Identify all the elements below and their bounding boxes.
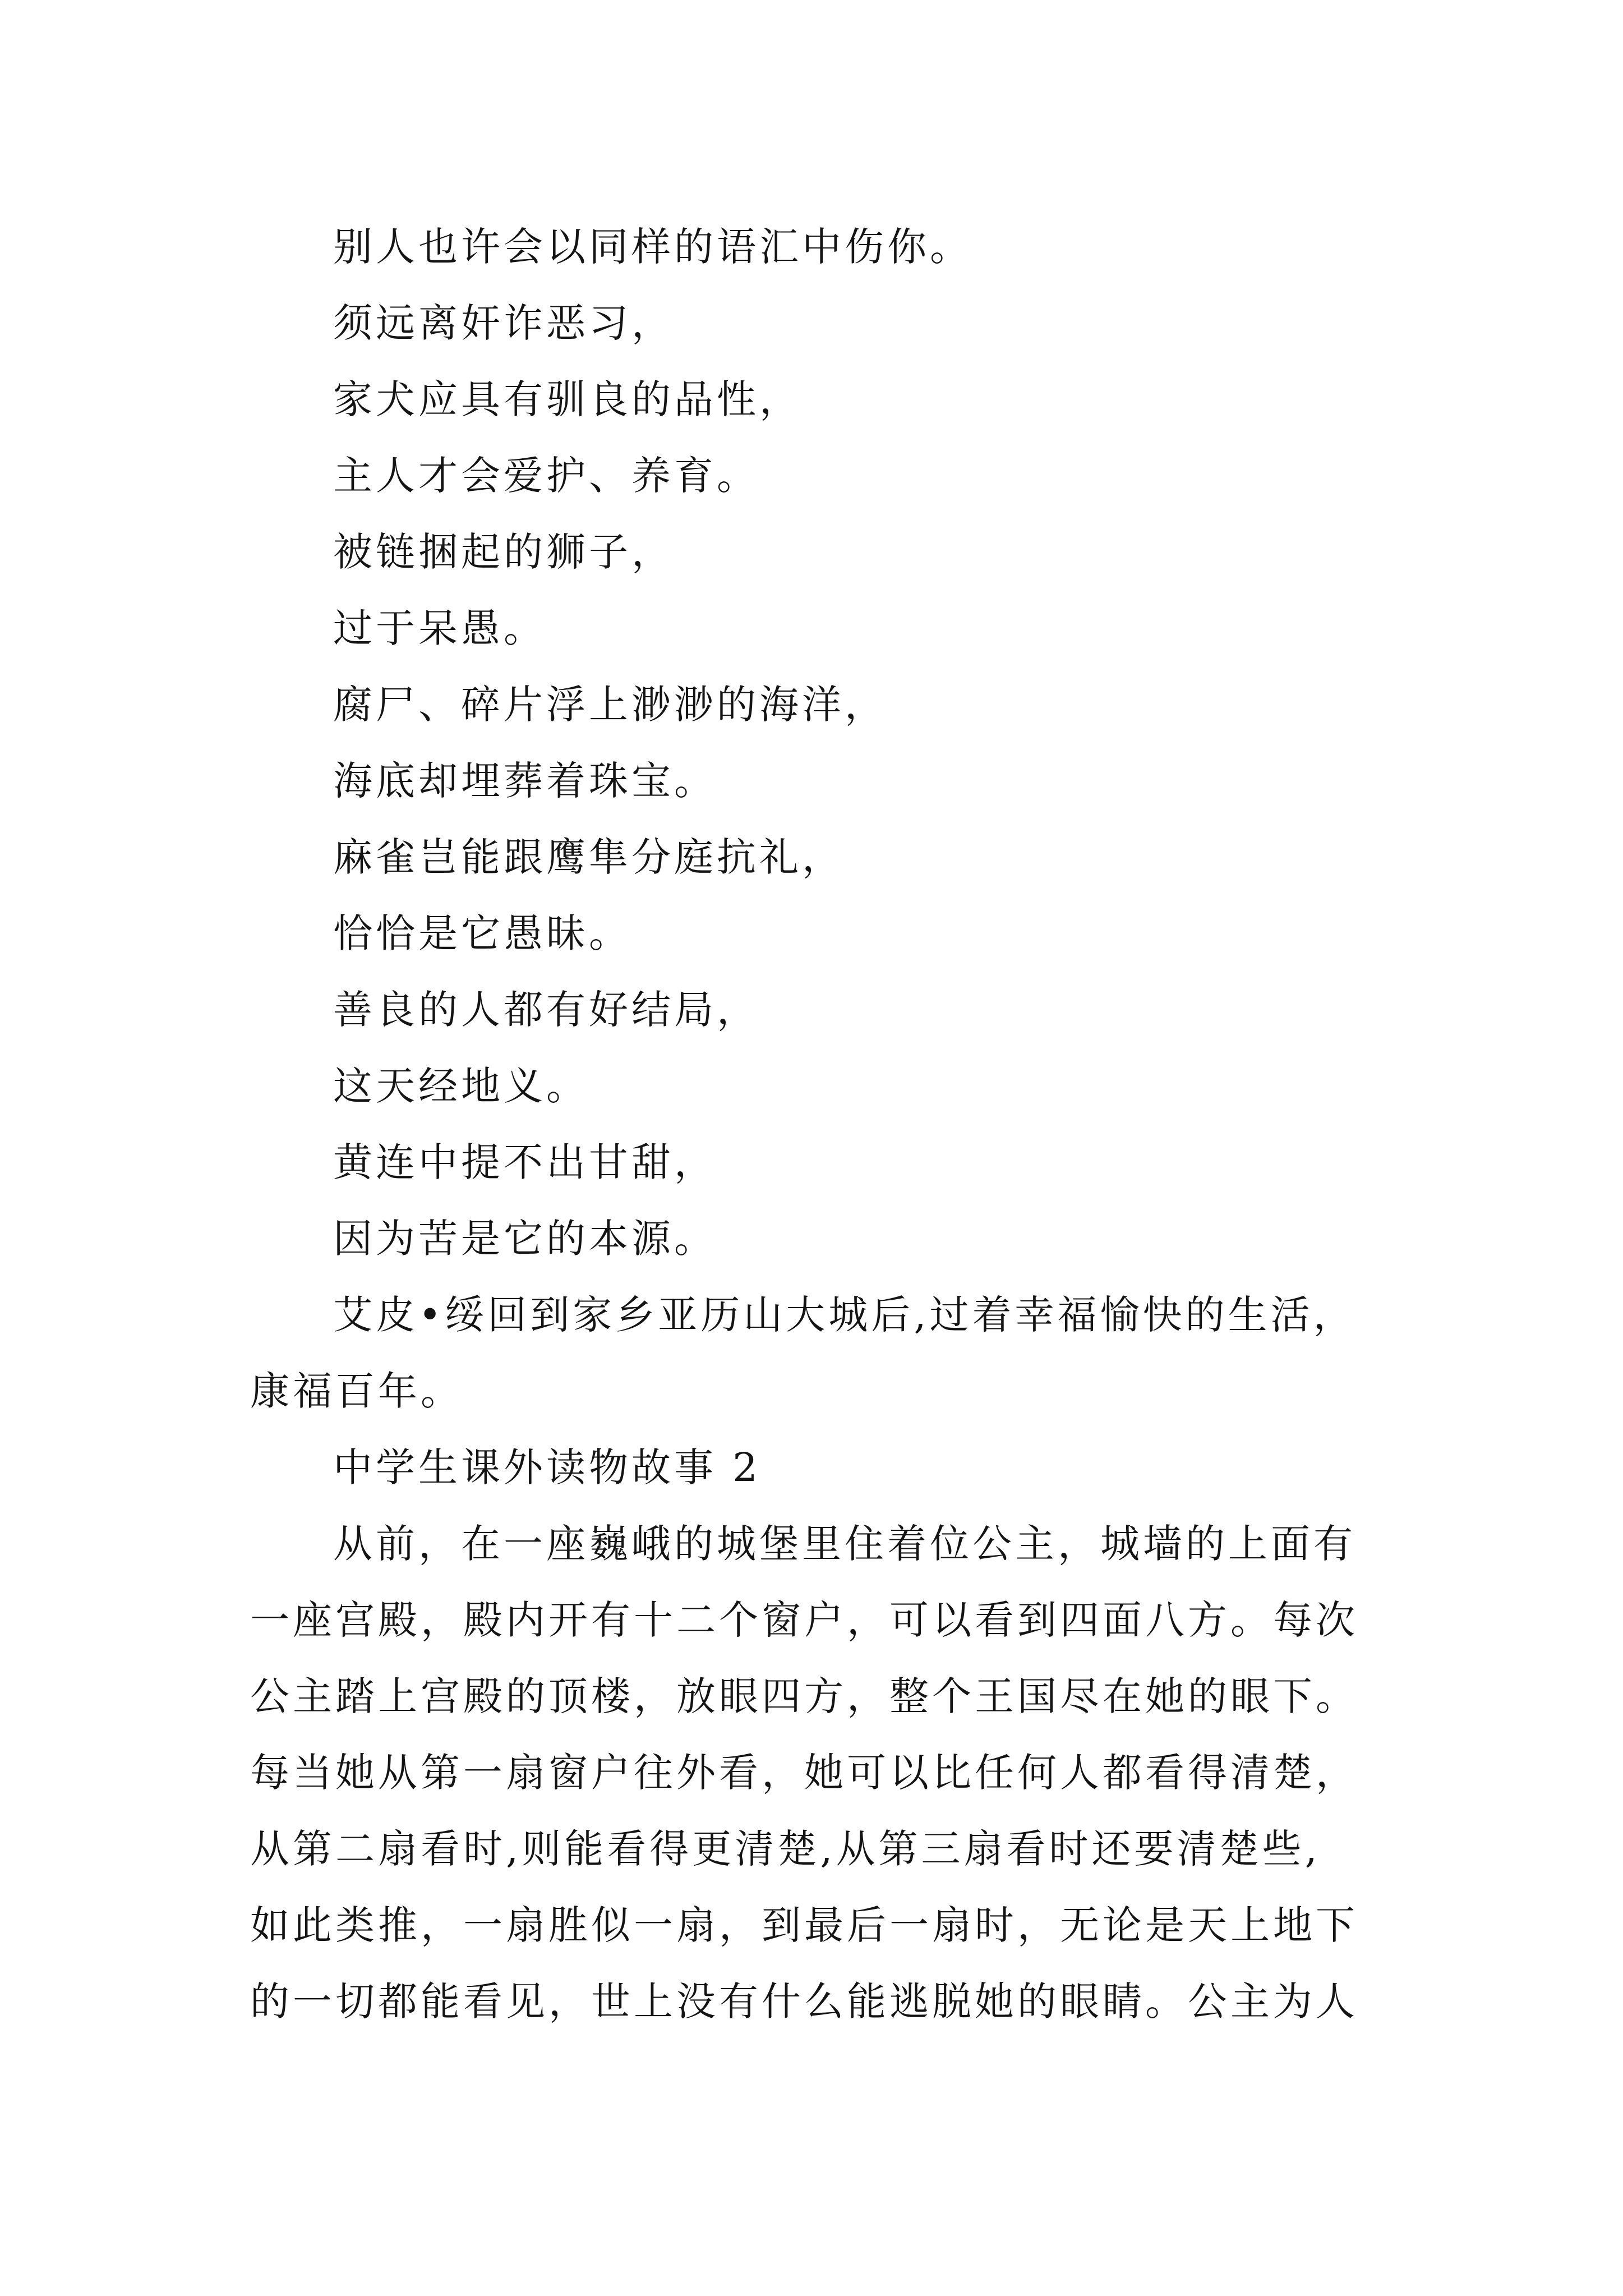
poem-line: 恰恰是它愚昧。 (333, 910, 631, 956)
story-line: 从第二扇看时,则能看得更清楚,从第三扇看时还要清楚些, (250, 1826, 1321, 1872)
poem-line: 主人才会爱护、养育。 (333, 453, 759, 499)
section-heading: 中学生课外读物故事 2 (333, 1444, 761, 1490)
poem (250, 209, 1383, 1277)
story-line: 公主踏上宫殿的顶楼，放眼四方，整个王国尽在她的眼下。 (250, 1673, 1358, 1719)
document-body (250, 209, 1383, 2040)
poem-line: 家犬应具有驯良的品性， (333, 376, 802, 422)
story-line: 一座宫殿，殿内开有十二个窗户，可以看到四面八方。每次 (250, 1597, 1358, 1643)
story-line: 如此类推，一扇胜似一扇，到最后一扇时，无论是天上地下 (250, 1902, 1358, 1948)
poem-line: 别人也许会以同样的语汇中伤你。 (333, 224, 972, 270)
story-line: 的一切都能看见，世上没有什么能逃脱她的眼睛。公主为人 (250, 1978, 1358, 2024)
story-line: 每当她从第一扇窗户往外看，她可以比任何人都看得清楚， (250, 1750, 1358, 1796)
closing-paragraph (250, 1277, 1383, 1429)
poem-line: 过于呆愚。 (333, 605, 546, 651)
poem-line: 黄连中提不出甘甜， (333, 1139, 717, 1185)
paragraph-line: 康福百年。 (250, 1368, 463, 1414)
story-paragraph (250, 1506, 1383, 2040)
poem-line: 善良的人都有好结局， (333, 987, 759, 1033)
poem-line: 这天经地义。 (333, 1063, 589, 1109)
poem-line: 麻雀岂能跟鹰隼分庭抗礼， (333, 834, 845, 880)
paragraph-line: 艾皮•绥回到家乡亚历山大城后,过着幸福愉快的生活， (333, 1292, 1356, 1338)
poem-line: 海底却埋葬着珠宝。 (333, 758, 717, 804)
poem-line: 须远离奸诈恶习， (333, 300, 674, 346)
poem-line: 因为苦是它的本源。 (333, 1216, 717, 1262)
poem-line: 被链捆起的狮子， (333, 529, 674, 575)
story-line: 从前，在一座巍峨的城堡里住着位公主，城墙的上面有 (333, 1521, 1356, 1567)
poem-line: 腐尸、碎片浮上渺渺的海洋， (333, 682, 887, 728)
